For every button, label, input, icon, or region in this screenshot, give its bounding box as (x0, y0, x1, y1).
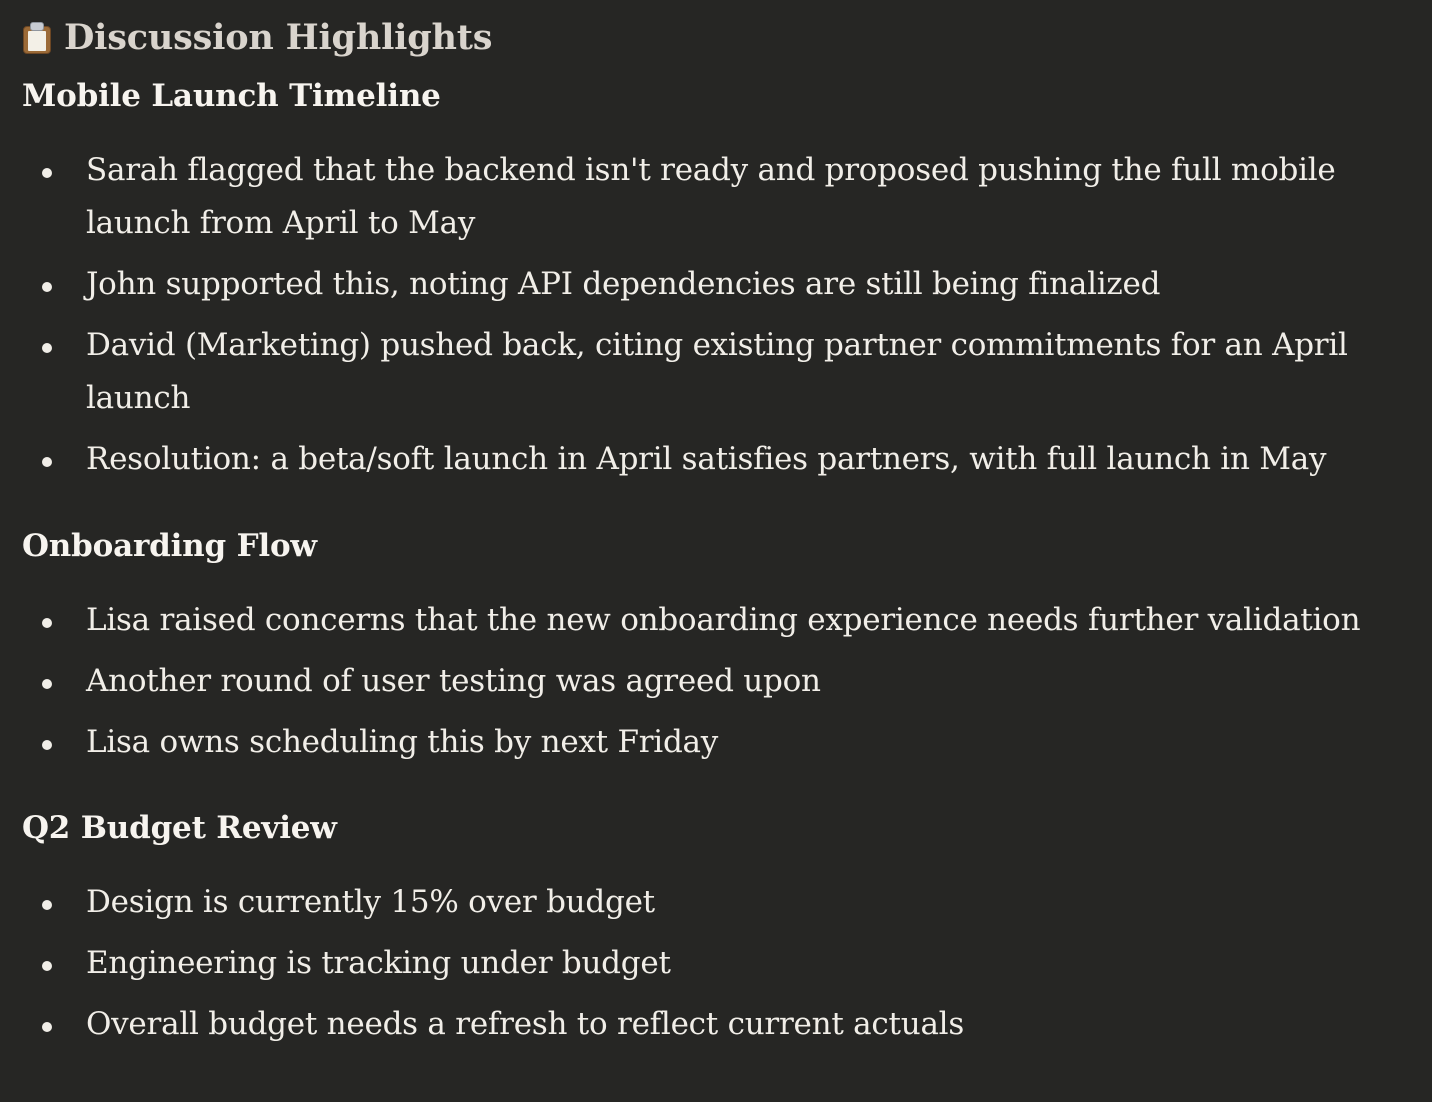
bullet-icon (42, 282, 52, 292)
list-item-text: Sarah flagged that the backend isn't ready and proposed pushing the full mobile launch from April to May (86, 152, 1336, 241)
clipboard-icon (22, 21, 52, 55)
section-heading: Onboarding Flow (22, 528, 317, 564)
document-title-row (22, 12, 1410, 64)
bullet-icon (42, 168, 52, 178)
list-item-text: Engineering is tracking under budget (86, 945, 671, 981)
list-item-text: John supported this, noting API dependencies are still being finalized (86, 266, 1161, 302)
list-item (22, 937, 1410, 990)
bullet-icon (42, 343, 52, 353)
section-onboarding-flow (22, 526, 1410, 769)
section-mobile-launch-timeline (22, 76, 1410, 486)
bullet-icon (42, 1022, 52, 1032)
list-item (22, 876, 1410, 929)
list-item-text: Resolution: a beta/soft launch in April satisfies partners, with full launch in May (86, 441, 1327, 477)
section-heading: Mobile Launch Timeline (22, 78, 441, 114)
bullet-icon (42, 618, 52, 628)
list-item (22, 433, 1410, 486)
list-item-text: Design is currently 15% over budget (86, 884, 655, 920)
bullet-icon (42, 679, 52, 689)
list-item (22, 655, 1410, 708)
bullet-icon (42, 961, 52, 971)
list-item (22, 998, 1410, 1051)
list-item-text: Lisa owns scheduling this by next Friday (86, 724, 719, 760)
bullet-list (22, 876, 1410, 1051)
list-item (22, 144, 1410, 250)
list-item-text: Lisa raised concerns that the new onboarding experience needs further validation (86, 602, 1361, 638)
list-item (22, 258, 1410, 311)
list-item (22, 594, 1410, 647)
list-item (22, 319, 1410, 425)
bullet-list (22, 144, 1410, 486)
list-item-text: Overall budget needs a refresh to reflect current actuals (86, 1006, 964, 1042)
bullet-list (22, 594, 1410, 769)
list-item-text: Another round of user testing was agreed upon (86, 663, 821, 699)
list-item-text: David (Marketing) pushed back, citing existing partner commitments for an April launch (86, 327, 1348, 416)
bullet-icon (42, 740, 52, 750)
page-title: Discussion Highlights (64, 17, 493, 58)
section-heading: Q2 Budget Review (22, 810, 337, 846)
bullet-icon (42, 900, 52, 910)
bullet-icon (42, 457, 52, 467)
list-item (22, 716, 1410, 769)
section-q2-budget-review (22, 808, 1410, 1051)
